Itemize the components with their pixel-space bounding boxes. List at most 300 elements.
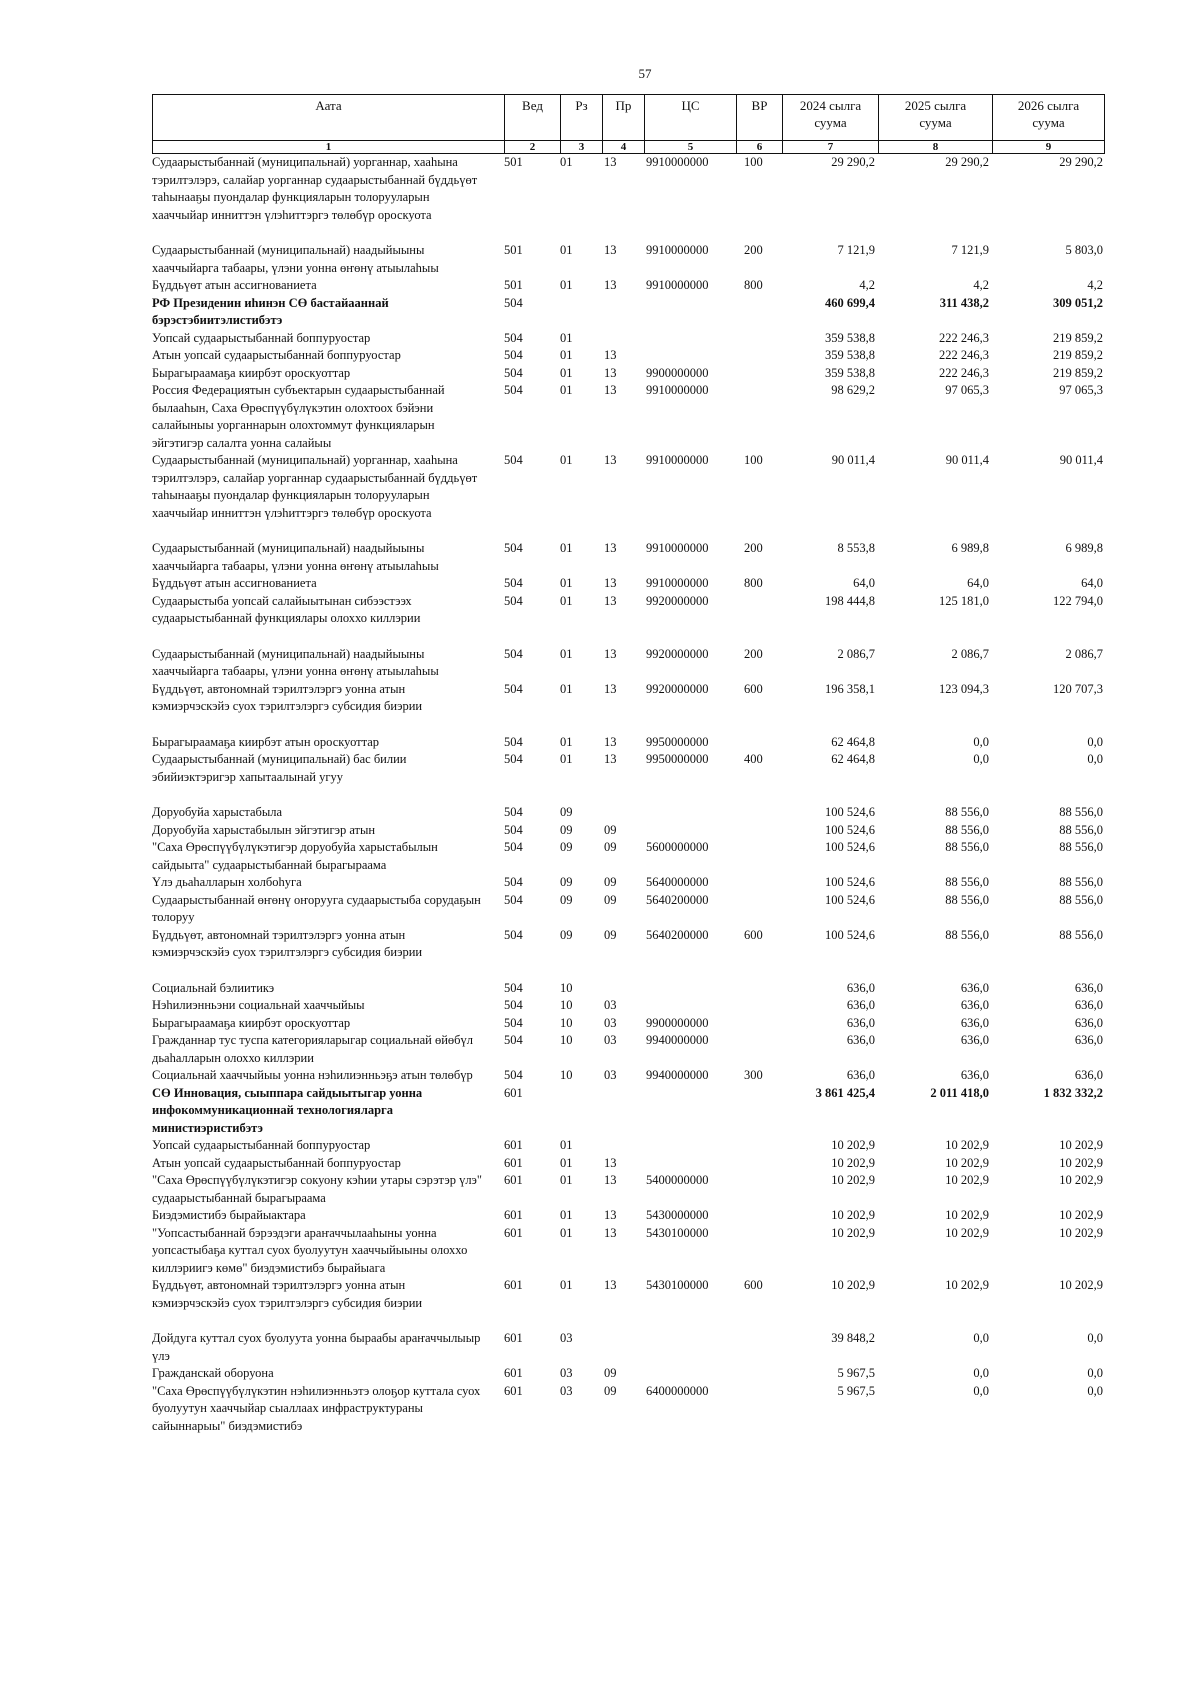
row-ved: 504 (504, 383, 523, 397)
row-ved: 504 (504, 998, 523, 1012)
row-value-2025: 636,0 (960, 1033, 989, 1047)
row-value-2025: 0,0 (973, 1366, 989, 1380)
row-ved: 601 (504, 1208, 523, 1222)
row-name: Судаарыстыбаннай (муниципальнай) наадыйыыны хааччыйарга табаары, үлэни уонна өҥөнү атыылаһыы (152, 646, 439, 678)
row-value-2025: 7 121,9 (951, 243, 989, 257)
row-name: Уопсай судаарыстыбаннай боппуруостар (152, 1138, 371, 1152)
row-value-2025: 88 556,0 (945, 892, 989, 907)
row-cs: 5640200000 (646, 927, 709, 942)
row-rz: 01 (560, 752, 573, 766)
row-rz: 09 (560, 875, 573, 889)
row-value-2026: 6 989,8 (1065, 541, 1103, 555)
row-value-2026: 10 202,9 (1059, 1173, 1103, 1187)
table-row (152, 277, 1105, 295)
row-name: Судаарыстыбаннай (муниципальнай) бас билии эбийиэктэригэр хапытаалынай угуу (152, 752, 407, 784)
row-value-2024: 64,0 (853, 576, 875, 590)
row-pr: 09 (604, 892, 617, 907)
row-pr: 13 (604, 243, 617, 257)
row-name: Уопсай судаарыстыбаннай боппуруостар (152, 330, 371, 345)
row-cs: 9950000000 (646, 734, 709, 749)
row-ved: 504 (504, 1033, 523, 1047)
row-cs: 5600000000 (646, 840, 709, 854)
table-row (152, 330, 1105, 348)
row-value-2026: 88 556,0 (1059, 875, 1103, 889)
row-cs: 9910000000 (646, 576, 709, 590)
row-name: Бырагыраамаҕа киирбэт ороскуоттар (152, 365, 351, 380)
row-value-2025: 636,0 (960, 998, 989, 1012)
row-vr: 600 (744, 927, 763, 942)
header-name: Аата (152, 94, 504, 141)
row-pr: 13 (604, 1155, 617, 1170)
row-pr: 13 (604, 646, 617, 661)
row-pr: 03 (604, 1033, 617, 1047)
row-value-2026: 636,0 (1074, 1068, 1103, 1082)
row-name: Бырагыраамаҕа киирбэт атын ороскуоттар (152, 734, 380, 749)
row-value-2026: 88 556,0 (1059, 892, 1103, 907)
row-ved: 504 (504, 348, 523, 362)
row-value-2025: 88 556,0 (945, 822, 989, 837)
row-value-2025: 88 556,0 (945, 875, 989, 889)
row-vr: 200 (744, 646, 763, 661)
row-rz: 01 (560, 243, 573, 257)
row-ved: 601 (504, 1366, 523, 1380)
row-ved: 504 (504, 681, 523, 696)
row-value-2025: 222 246,3 (939, 348, 989, 362)
row-name: СӨ Инновация, сыыппара сайдыытыгар уонна инфокоммуникационнай технологияларга министиэристибэтэ (152, 1085, 423, 1135)
row-cs: 9900000000 (646, 1015, 709, 1030)
row-value-2026: 5 803,0 (1065, 243, 1103, 257)
row-value-2025: 0,0 (973, 752, 989, 766)
row-value-2025: 222 246,3 (939, 330, 989, 345)
table-row (152, 1225, 1105, 1278)
row-value-2024: 636,0 (846, 980, 875, 995)
row-cs: 9910000000 (646, 243, 709, 257)
row-pr: 09 (604, 1383, 617, 1398)
row-name: Үлэ дьаһалларын холбоһуга (152, 875, 302, 889)
row-pr: 09 (604, 1366, 617, 1380)
row-name: Бүддьүөт, автономнай тэрилтэлэргэ уонна атын кэмиэрчэскэйэ суох тэрилтэлэргэ субсидия биэрии (152, 1278, 423, 1310)
header-vr: ВР (736, 94, 782, 141)
row-value-2025: 2 086,7 (951, 646, 989, 661)
row-cs: 9920000000 (646, 593, 709, 608)
row-rz: 01 (560, 278, 573, 292)
row-pr: 13 (604, 1225, 617, 1240)
row-name: "Уопсастыбаннай бэрээдэги араҥаччылааһыны уонна уопсастыбаҕа куттал суох буолуутун хааччыйыыны олоххо киллэриигэ көмө" биэдэмистибэ бырайыага (152, 1225, 468, 1275)
row-value-2026: 64,0 (1081, 576, 1103, 590)
row-ved: 504 (504, 593, 523, 608)
row-value-2024: 100 524,6 (825, 875, 875, 889)
row-value-2024: 636,0 (846, 1015, 875, 1030)
header-2025: 2025 сылга суума (878, 94, 992, 141)
row-rz: 10 (560, 980, 573, 995)
row-rz: 09 (560, 805, 573, 819)
row-vr: 800 (744, 576, 763, 590)
row-rz: 10 (560, 1068, 573, 1082)
row-value-2024: 198 444,8 (825, 593, 875, 608)
row-name: Бүддьүөт атын ассигнованиета (152, 278, 317, 292)
row-value-2024: 100 524,6 (825, 892, 875, 907)
table-row (152, 295, 1105, 330)
row-rz: 01 (560, 1278, 573, 1292)
row-value-2026: 636,0 (1074, 980, 1103, 995)
row-cs: 5640000000 (646, 875, 709, 889)
row-value-2024: 7 121,9 (837, 243, 875, 257)
row-value-2026: 90 011,4 (1059, 453, 1103, 467)
page-number: 57 (638, 66, 652, 81)
row-rz: 01 (560, 365, 573, 380)
row-ved: 504 (504, 734, 523, 749)
row-value-2025: 311 438,2 (939, 295, 989, 310)
row-ved: 501 (504, 155, 523, 169)
row-pr: 09 (604, 822, 617, 837)
row-rz: 01 (560, 383, 573, 397)
row-value-2025: 10 202,9 (945, 1208, 989, 1222)
row-value-2026: 29 290,2 (1059, 155, 1103, 169)
table-row (152, 980, 1105, 998)
row-cs: 5400000000 (646, 1173, 709, 1187)
row-ved: 504 (504, 576, 523, 590)
row-ved: 504 (504, 330, 523, 345)
row-ved: 504 (504, 752, 523, 766)
row-cs: 5430100000 (646, 1225, 709, 1240)
row-value-2024: 10 202,9 (831, 1138, 875, 1152)
row-value-2026: 10 202,9 (1059, 1225, 1103, 1240)
row-ved: 601 (504, 1138, 523, 1152)
row-cs: 9900000000 (646, 365, 709, 380)
table-row (152, 1067, 1105, 1085)
row-name: Доруобуйа харыстабыла (152, 805, 283, 819)
header-num: 8 (878, 140, 992, 154)
row-value-2026: 636,0 (1074, 1033, 1103, 1047)
table-row (152, 1015, 1105, 1033)
row-pr: 13 (604, 383, 617, 397)
row-pr: 13 (604, 365, 617, 380)
table-row (152, 365, 1105, 383)
row-value-2024: 3 861 425,4 (815, 1085, 875, 1100)
row-value-2025: 10 202,9 (945, 1173, 989, 1187)
table-header (152, 94, 1105, 155)
row-ved: 601 (504, 1085, 523, 1100)
row-rz: 01 (560, 1173, 573, 1187)
row-pr: 13 (604, 593, 617, 608)
row-name: Дойдуга куттал суох буолуута уонна быраабы араҥаччылыыр үлэ (152, 1331, 481, 1363)
row-name: Социальнай бэлиитикэ (152, 980, 275, 995)
table-row (152, 1383, 1105, 1436)
row-rz: 01 (560, 576, 573, 590)
header-cs: ЦС (644, 94, 736, 141)
row-vr: 400 (744, 752, 763, 766)
row-name: Судаарыстыбаннай өҥөнү оҥорууга судаарыстыба сорудаҕын толоруу (152, 892, 481, 924)
table-row (152, 997, 1105, 1015)
row-value-2025: 29 290,2 (945, 155, 989, 169)
row-name: Судаарыстыбаннай (муниципальнай) уорганнар, хааһына тэрилтэлэрэ, салайар уорганнар судаарыстыбаннай бүддьүөт таһынааҕы пуондалар функцияларын толорууларын хааччыйар инниттэн үлэһиттэргэ төлөбүр ороскуота (152, 453, 478, 520)
row-name: Судаарыстыбаннай (муниципальнай) наадыйыыны хааччыйарга табаары, үлэни уонна өҥөнү атыылаһыы (152, 541, 439, 573)
row-ved: 601 (504, 1225, 523, 1240)
row-value-2025: 636,0 (960, 980, 989, 995)
row-value-2025: 10 202,9 (945, 1225, 989, 1240)
row-value-2026: 0,0 (1087, 1366, 1103, 1380)
row-ved: 504 (504, 1015, 523, 1030)
row-value-2024: 5 967,5 (837, 1366, 875, 1380)
row-rz: 01 (560, 330, 573, 345)
row-name: "Саха Өрөспүүбүлүкэтин нэһилиэнньэтэ олоҕор куттала суох буолуутун хааччыйар сыаллаах инфраструктураны сайыннарыы" биэдэмистибэ (152, 1383, 481, 1433)
table-row (152, 1172, 1105, 1207)
table-row (152, 839, 1105, 874)
row-cs: 9910000000 (646, 278, 709, 292)
row-value-2026: 10 202,9 (1059, 1138, 1103, 1152)
row-ved: 504 (504, 927, 523, 942)
row-rz: 03 (560, 1383, 573, 1398)
row-rz: 03 (560, 1366, 573, 1380)
row-value-2024: 62 464,8 (831, 734, 875, 749)
table-row (152, 681, 1105, 716)
row-value-2025: 222 246,3 (939, 365, 989, 380)
row-name: Судаарыстыба уопсай салайыытынан сибээстээх судаарыстыбаннай функциялары олоххо киллэрии (152, 593, 421, 625)
row-rz: 01 (560, 593, 573, 608)
row-value-2025: 88 556,0 (945, 840, 989, 854)
table-row (152, 804, 1105, 822)
row-value-2025: 10 202,9 (945, 1138, 989, 1152)
table-row (152, 575, 1105, 593)
row-value-2024: 39 848,2 (831, 1331, 875, 1345)
header-2024: 2024 сылга суума (782, 94, 878, 141)
row-ved: 504 (504, 295, 523, 310)
row-vr: 600 (744, 1278, 763, 1292)
row-pr: 13 (604, 576, 617, 590)
row-rz: 01 (560, 541, 573, 555)
row-value-2024: 359 538,8 (825, 365, 875, 380)
row-cs: 9910000000 (646, 383, 709, 397)
row-value-2026: 97 065,3 (1059, 383, 1103, 397)
header-num: 4 (602, 140, 644, 154)
row-name: "Саха Өрөспүүбүлүкэтигэр сокуону кэһии утары сэрэтэр үлэ" судаарыстыбаннай бырагыраама (152, 1173, 483, 1205)
row-value-2024: 196 358,1 (825, 681, 875, 696)
row-ved: 504 (504, 875, 523, 889)
row-ved: 601 (504, 1383, 523, 1398)
row-name: РФ Президенин иһинэн СӨ бастайааннай бэрэстэбиитэлистибэтэ (152, 295, 389, 327)
row-value-2024: 2 086,7 (837, 646, 875, 661)
row-rz: 01 (560, 1208, 573, 1222)
row-rz: 01 (560, 453, 573, 467)
row-value-2025: 0,0 (973, 734, 989, 749)
row-cs: 9920000000 (646, 646, 709, 661)
row-value-2025: 90 011,4 (945, 453, 989, 467)
row-rz: 01 (560, 1155, 573, 1170)
row-vr: 300 (744, 1068, 763, 1082)
row-value-2025: 88 556,0 (945, 805, 989, 819)
row-value-2026: 0,0 (1087, 1331, 1103, 1345)
row-name: Нэһилиэнньэни социальнай хааччыйыы (152, 998, 365, 1012)
table-row (152, 540, 1105, 575)
row-cs: 5430100000 (646, 1278, 709, 1292)
table-row (152, 1277, 1105, 1312)
row-vr: 800 (744, 278, 763, 292)
row-value-2024: 10 202,9 (831, 1155, 875, 1170)
row-value-2024: 10 202,9 (831, 1225, 875, 1240)
table-row (152, 154, 1105, 224)
row-cs: 9940000000 (646, 1033, 709, 1047)
row-vr: 600 (744, 681, 763, 696)
row-pr: 13 (604, 681, 617, 696)
row-value-2024: 100 524,6 (825, 927, 875, 942)
row-pr: 09 (604, 875, 617, 889)
row-pr: 13 (604, 752, 617, 766)
row-pr: 13 (604, 1208, 617, 1222)
row-rz: 03 (560, 1331, 573, 1345)
row-ved: 504 (504, 541, 523, 555)
row-value-2026: 0,0 (1087, 734, 1103, 749)
row-value-2024: 29 290,2 (831, 155, 875, 169)
row-value-2024: 359 538,8 (825, 330, 875, 345)
table-row (152, 1330, 1105, 1365)
row-rz: 01 (560, 1138, 573, 1152)
row-pr: 03 (604, 1015, 617, 1030)
table-row (152, 242, 1105, 277)
row-value-2024: 636,0 (846, 998, 875, 1012)
row-value-2024: 62 464,8 (831, 752, 875, 766)
row-cs: 9940000000 (646, 1068, 709, 1082)
row-value-2024: 100 524,6 (825, 805, 875, 819)
row-value-2025: 10 202,9 (945, 1155, 989, 1170)
row-value-2025: 123 094,3 (939, 681, 989, 696)
header-ved: Вед (504, 94, 560, 141)
row-value-2026: 88 556,0 (1059, 927, 1103, 942)
row-rz: 10 (560, 1015, 573, 1030)
row-rz: 09 (560, 927, 573, 942)
row-name: Судаарыстыбаннай (муниципальнай) уорганнар, хааһына тэрилтэлэрэ, салайар уорганнар судаарыстыбаннай бүддьүөт таһынааҕы пуондалар функцияларын толорууларын хааччыйар инниттэн үлэһиттэргэ төлөбүр ороскуота (152, 155, 478, 222)
table-row (152, 452, 1105, 522)
table-row (152, 646, 1105, 681)
row-value-2026: 4,2 (1087, 278, 1103, 292)
table-row (152, 1365, 1105, 1383)
row-cs: 6400000000 (646, 1383, 709, 1398)
row-pr: 09 (604, 840, 617, 854)
row-value-2024: 100 524,6 (825, 822, 875, 837)
row-ved: 601 (504, 1278, 523, 1292)
row-pr: 13 (604, 155, 617, 169)
header-pr: Пр (602, 94, 644, 141)
row-value-2026: 10 202,9 (1059, 1155, 1103, 1170)
row-cs: 9950000000 (646, 752, 709, 766)
row-name: Судаарыстыбаннай (муниципальнай) наадыйыыны хааччыйарга табаары, үлэни уонна өҥөнү атыылаһыы (152, 243, 439, 275)
table-row (152, 1155, 1105, 1173)
row-value-2024: 10 202,9 (831, 1208, 875, 1222)
row-cs: 9910000000 (646, 541, 709, 555)
row-rz: 01 (560, 681, 573, 696)
row-cs: 5430000000 (646, 1208, 709, 1222)
row-value-2024: 5 967,5 (837, 1383, 875, 1398)
table-row (152, 347, 1105, 365)
row-value-2024: 90 011,4 (831, 453, 875, 467)
header-2026: 2026 сылга суума (992, 94, 1105, 141)
row-rz: 09 (560, 822, 573, 837)
row-value-2026: 10 202,9 (1059, 1278, 1103, 1292)
row-vr: 100 (744, 453, 763, 467)
row-name: Гражданнар тус туспа категорияларыгар социальнай өйөбүл дьаһалларын олоххо киллэрии (152, 1033, 473, 1065)
table-row (152, 1085, 1105, 1138)
table-row (152, 734, 1105, 752)
row-value-2026: 219 859,2 (1053, 365, 1103, 380)
row-ved: 504 (504, 892, 523, 907)
row-value-2025: 4,2 (973, 278, 989, 292)
row-vr: 100 (744, 155, 763, 169)
row-value-2026: 219 859,2 (1053, 348, 1103, 362)
row-value-2025: 10 202,9 (945, 1278, 989, 1292)
row-value-2026: 636,0 (1074, 998, 1103, 1012)
row-value-2025: 0,0 (973, 1383, 989, 1398)
table-row (152, 751, 1105, 786)
row-rz: 10 (560, 1033, 573, 1047)
row-value-2024: 10 202,9 (831, 1278, 875, 1292)
row-value-2026: 88 556,0 (1059, 840, 1103, 854)
row-value-2026: 0,0 (1087, 752, 1103, 766)
row-value-2026: 1 832 332,2 (1043, 1085, 1103, 1100)
row-name: Бүддьүөт, автономнай тэрилтэлэргэ уонна атын кэмиэрчэскэйэ суох тэрилтэлэргэ субсидия биэрии (152, 681, 423, 713)
budget-table-body (152, 154, 1105, 1435)
row-name: Россия Федерациятын субъектарын судаарыстыбаннай былааһын, Саха Өрөспүүбүлүкэтин олохтоох бэйэни салайыныы уорганнарын олохтоммут функцияларын эйгэтигэр салалта уонна салайыы (152, 383, 445, 450)
row-name: Биэдэмистибэ бырайыактара (152, 1208, 306, 1222)
row-pr: 13 (604, 348, 617, 362)
row-vr: 200 (744, 541, 763, 555)
row-cs: 5640200000 (646, 892, 709, 907)
row-ved: 504 (504, 805, 523, 819)
row-value-2026: 636,0 (1074, 1015, 1103, 1030)
row-cs: 9910000000 (646, 155, 709, 169)
row-name: Социальнай хааччыйыы уонна нэһилиэнньэҕэ атын төлөбүр (152, 1068, 473, 1082)
header-num: 2 (504, 140, 560, 154)
row-cs: 9910000000 (646, 453, 709, 467)
table-row (152, 593, 1105, 628)
row-ved: 504 (504, 646, 523, 661)
row-value-2026: 309 051,2 (1053, 295, 1103, 310)
row-name: Бырагыраамаҕа киирбэт ороскуоттар (152, 1015, 351, 1030)
row-value-2026: 219 859,2 (1053, 330, 1103, 345)
header-num: 1 (152, 140, 504, 154)
row-ved: 504 (504, 453, 523, 467)
table-row (152, 382, 1105, 452)
row-rz: 09 (560, 840, 573, 854)
row-pr: 13 (604, 1278, 617, 1292)
header-num: 5 (644, 140, 736, 154)
row-rz: 01 (560, 348, 573, 362)
header-rz: Рз (560, 94, 602, 141)
table-row (152, 822, 1105, 840)
row-name: Атын уопсай судаарыстыбаннай боппуруостар (152, 348, 401, 362)
row-value-2025: 125 181,0 (939, 593, 989, 608)
row-value-2025: 2 011 418,0 (930, 1085, 989, 1100)
row-pr: 09 (604, 927, 617, 942)
row-vr: 200 (744, 243, 763, 257)
row-ved: 504 (504, 822, 523, 837)
header-num: 3 (560, 140, 602, 154)
row-ved: 501 (504, 278, 523, 292)
row-value-2024: 359 538,8 (825, 348, 875, 362)
row-name: Бүддьүөт атын ассигнованиета (152, 576, 317, 590)
row-value-2024: 98 629,2 (831, 383, 875, 397)
row-value-2025: 88 556,0 (945, 927, 989, 942)
row-ved: 504 (504, 980, 523, 995)
table-row (152, 1032, 1105, 1067)
row-cs: 9920000000 (646, 681, 709, 696)
row-value-2024: 636,0 (846, 1068, 875, 1082)
row-ved: 504 (504, 365, 523, 380)
row-pr: 13 (604, 1173, 617, 1187)
row-ved: 504 (504, 1068, 523, 1082)
row-rz: 01 (560, 734, 573, 749)
row-rz: 01 (560, 646, 573, 661)
header-num: 9 (992, 140, 1105, 154)
row-ved: 601 (504, 1173, 523, 1187)
